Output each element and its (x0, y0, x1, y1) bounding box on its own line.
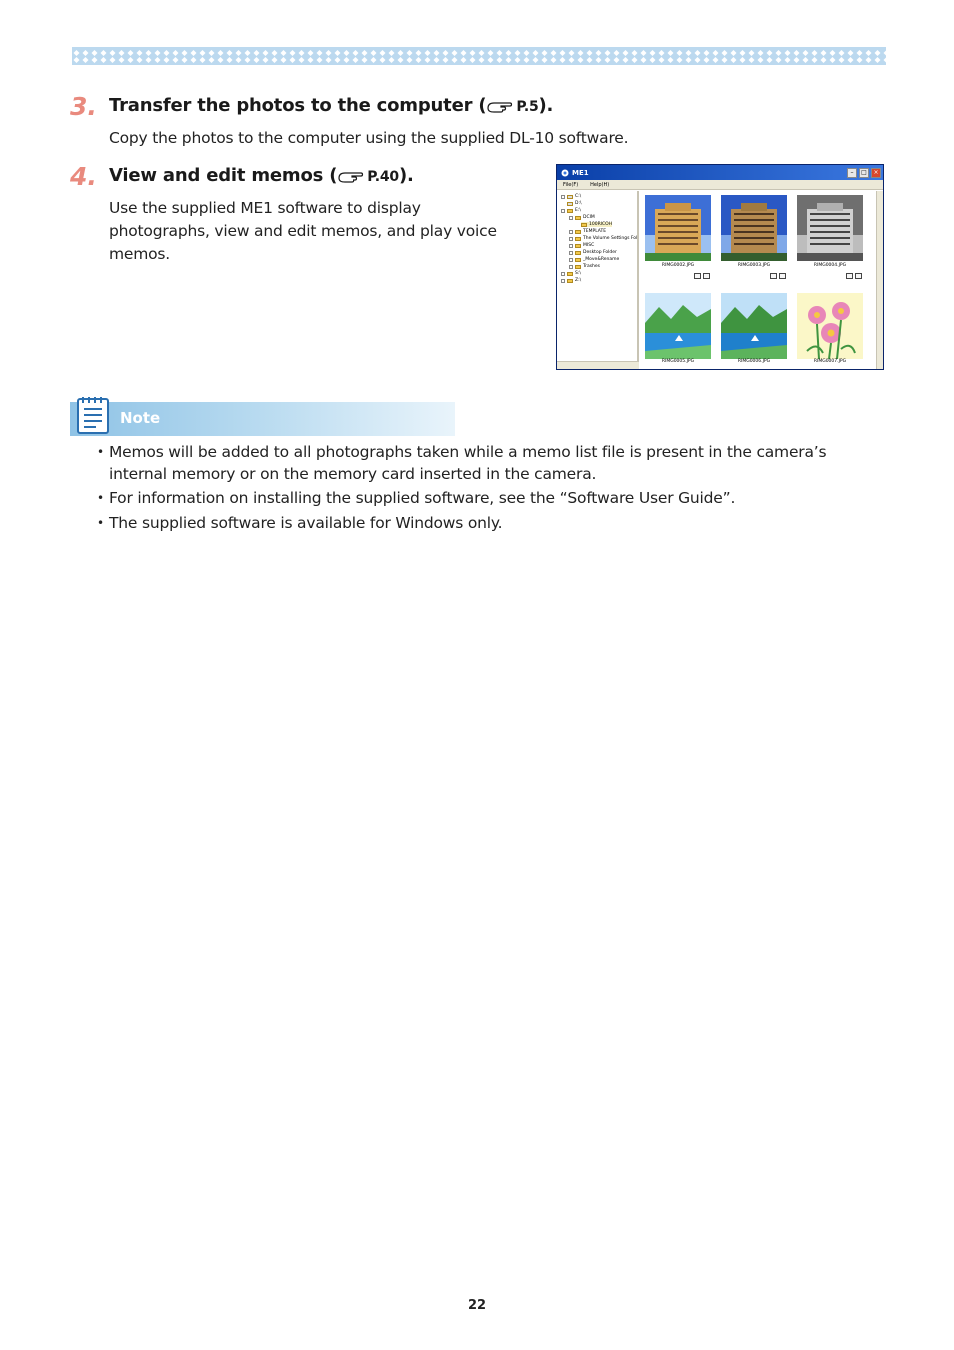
note-item: • The supplied software is available for Windows only. (97, 513, 887, 535)
thumbnail-building (797, 195, 863, 261)
thumbnail-grid (641, 191, 877, 369)
step-3-page-ref: P.5 (516, 99, 539, 115)
header-decorative-band (72, 47, 886, 65)
step-4-body-line: Use the supplied ME1 software to display (109, 199, 421, 217)
voice-icon (703, 273, 710, 279)
step-3-number: 3. (70, 92, 97, 121)
tree-horizontal-scrollbar (557, 361, 639, 369)
thumbnail-label: RIMG0003.JPG (737, 263, 771, 268)
note-item: • For information on installing the supplied software, see the “Software User Guide”. (97, 488, 887, 510)
note-list (97, 442, 887, 537)
thumbnails-vertical-scrollbar (876, 191, 883, 369)
step-4-title (109, 165, 414, 186)
thumbnail-building (721, 195, 787, 261)
step-4-body-line: memos. (109, 245, 171, 263)
pointing-hand-icon (337, 166, 367, 184)
memo-icon (846, 273, 853, 279)
close-icon: × (871, 168, 881, 178)
window-title: ME1 (572, 168, 589, 177)
thumbnail-building (645, 195, 711, 261)
maximize-icon: □ (859, 168, 869, 178)
tree-item: TEMPLATE (569, 229, 606, 234)
tree-item: Z:\ (561, 278, 581, 283)
tree-item: E:\ (561, 208, 581, 213)
thumbnail-label: RIMG0007.JPG (813, 359, 847, 364)
memo-icon (770, 273, 777, 279)
note-label: Note (120, 409, 161, 427)
menu-file: File(F) (563, 182, 579, 188)
thumbnail-landscape (645, 293, 711, 359)
tree-item: MISC (569, 243, 594, 248)
voice-icon (855, 273, 862, 279)
memo-icon (694, 273, 701, 279)
step-4-body (109, 197, 497, 266)
tree-item: Trashes (569, 264, 600, 269)
window-title-bar (557, 165, 883, 180)
thumbnail-label: RIMG0005.JPG (661, 359, 695, 364)
step-4-body-line: photographs, view and edit memos, and play voice (109, 222, 497, 240)
voice-icon (779, 273, 786, 279)
step-3-body: Copy the photos to the computer using the supplied DL-10 software. (109, 129, 629, 147)
tree-item: S:\ (561, 271, 581, 276)
tree-item: D:\ (561, 201, 582, 206)
minimize-icon: – (847, 168, 857, 178)
step-3-title-text: Transfer the photos to the computer ( (109, 95, 487, 116)
tree-item: Desktop Folder (569, 250, 617, 255)
step-4-title-end: ). (398, 165, 414, 186)
tree-item: DCIM (569, 215, 595, 220)
thumbnail-flowers (797, 293, 863, 359)
thumbnail-landscape (721, 293, 787, 359)
page-number: 22 (467, 1298, 487, 1313)
tree-item: The Volume Settings Fol (569, 236, 637, 241)
thumbnail-label: RIMG0004.JPG (813, 263, 847, 268)
tree-item: _Move&Rename (569, 257, 619, 262)
note-item: • Memos will be added to all photographs taken while a memo list file is present in the camera’s internal memory or on the memory card inserted in the camera. (97, 442, 887, 485)
app-icon (561, 169, 569, 177)
thumbnail-label: RIMG0006.JPG (737, 359, 771, 364)
step-4-title-text: View and edit memos ( (109, 165, 338, 186)
menu-help: Help(H) (590, 182, 610, 188)
step-3-title (109, 95, 553, 116)
tree-item: 100RICOH (581, 222, 612, 227)
step-3-title-end: ). (538, 95, 554, 116)
window-menubar (557, 180, 883, 190)
notepad-icon (74, 397, 114, 435)
step-4-page-ref: P.40 (367, 169, 399, 185)
step-4-number: 4. (70, 162, 97, 191)
pointing-hand-icon (486, 96, 516, 114)
folder-tree (557, 191, 639, 361)
thumbnail-label: RIMG0002.JPG (661, 263, 695, 268)
tree-item: C:\ (561, 194, 581, 199)
diamond-pattern-icon (72, 47, 886, 65)
me1-window-screenshot (556, 164, 884, 370)
